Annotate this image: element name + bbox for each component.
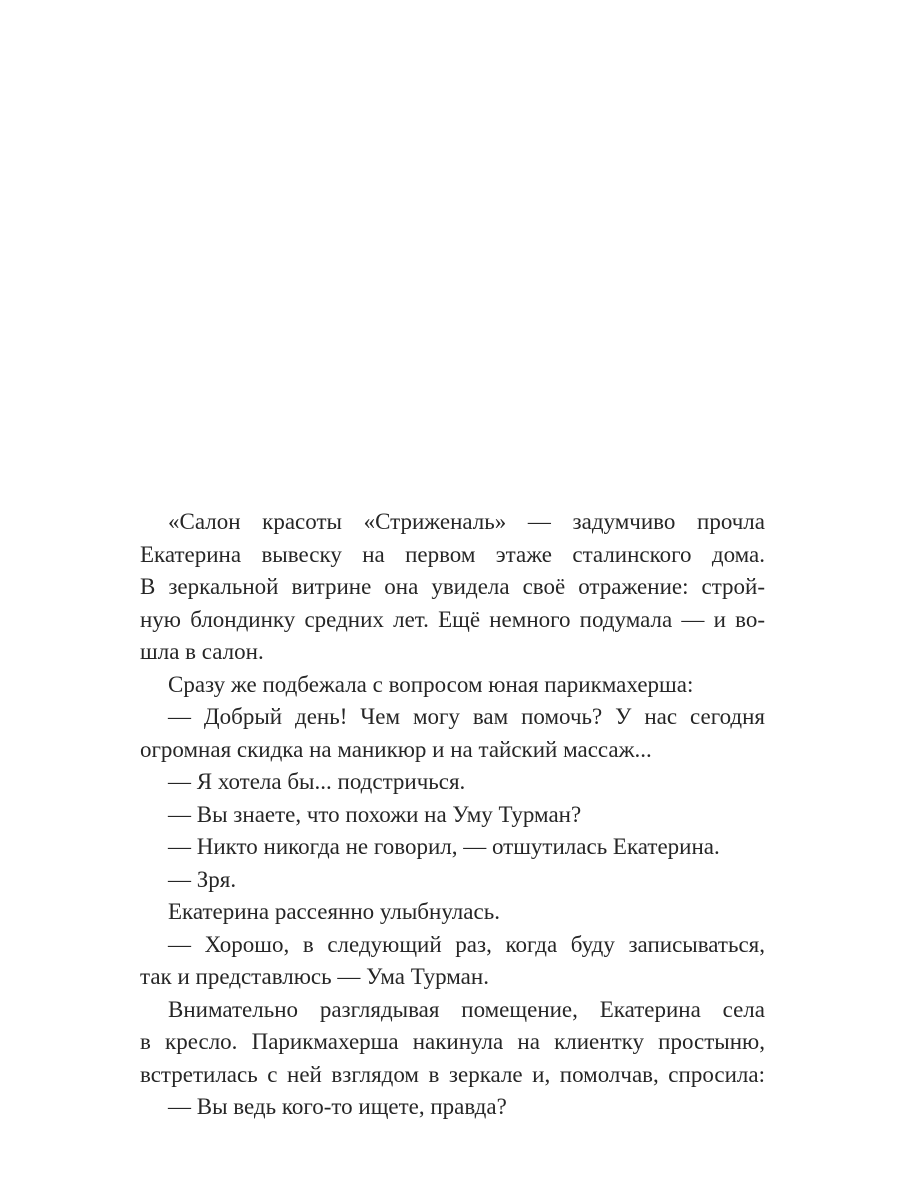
text-line: шла в салон. [140, 639, 264, 664]
text-line: В зеркальной витрине она увидела своё отражение: строй- [140, 574, 765, 599]
text-line: в кресло. Парикмахерша накинула на клиентку простыню, [140, 1029, 765, 1054]
text-line: — Зря. [168, 866, 237, 892]
text-line: Екатерина вывеску на первом этаже сталинского дома. [140, 541, 765, 567]
text-line: огромная скидка на маникюр и на тайский массаж... [140, 736, 652, 762]
text-line: — Вы ведь кого-то ищете, правда? [168, 1094, 507, 1119]
text-line: Сразу же подбежала с вопросом юная парикмахерша: [168, 671, 694, 697]
text-line: — Вы знаете, что похожи на Уму Турман? [168, 801, 582, 827]
text-line: «Салон красоты «Стриженаль» — задумчиво прочла [168, 509, 765, 534]
text-line: так и представлюсь — Ума Турман. [140, 964, 489, 989]
text-line: ную блондинку средних лет. Ещё немного подумала — и во- [140, 606, 765, 632]
text-line: встретилась с ней взглядом в зеркале и, помолчав, спросила: [140, 1061, 765, 1087]
text-line: — Добрый день! Чем могу вам помочь? У нас сегодня [168, 704, 765, 729]
text-line: — Никто никогда не говорил, — отшутилась Екатерина. [168, 834, 720, 859]
text-line: — Я хотела бы... подстричься. [168, 769, 466, 794]
text-line: — Хорошо, в следующий раз, когда буду записываться, [168, 931, 765, 957]
text-line: Екатерина рассеянно улыбнулась. [168, 899, 500, 924]
page-text-block [140, 506, 765, 1124]
text-line: Внимательно разглядывая помещение, Екатерина села [168, 996, 765, 1022]
